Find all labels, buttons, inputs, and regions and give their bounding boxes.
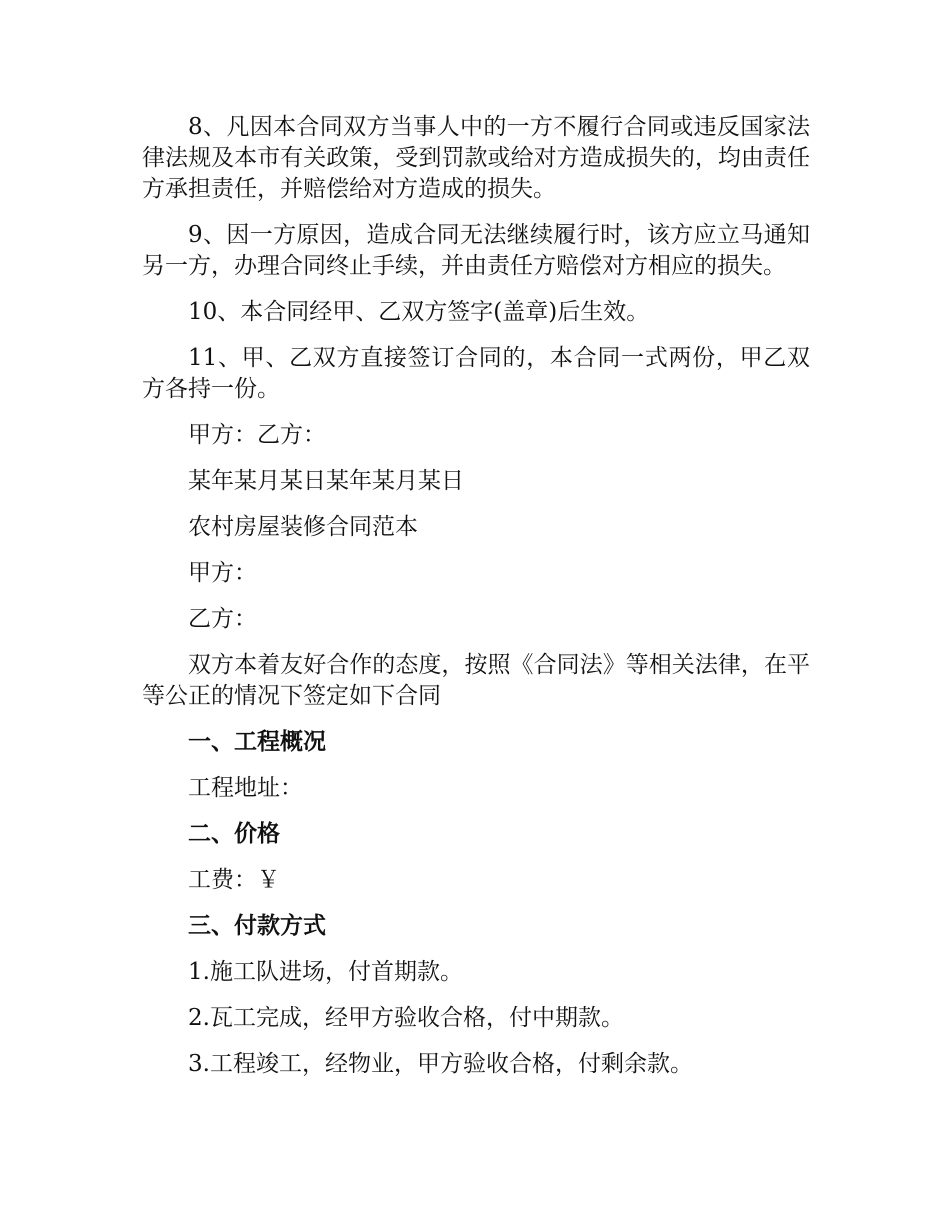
contract-title: 农村房屋装修合同范本 (188, 514, 418, 540)
clause-11: 11、甲、乙双方直接签订合同的，本合同一式两份，甲乙双方各持一份。 (142, 345, 810, 402)
clause-10: 10、本合同经甲、乙双方签字(盖章)后生效。 (188, 299, 650, 325)
clause-9: 9、因一方原因，造成合同无法继续履行时，该方应立马通知另一方，办理合同终止手续，并由责任方赔偿对方相应的损失。 (142, 222, 810, 279)
payment-item-2: 2.瓦工完成，经甲方验收合格，付中期款。 (188, 1005, 624, 1031)
party-a-label: 甲方： (188, 560, 257, 586)
section-heading-price: 二、价格 (188, 821, 280, 847)
preamble: 双方本着友好合作的态度，按照《合同法》等相关法律，在平等公正的情况下签定如下合同 (142, 652, 810, 709)
payment-item-1: 1.施工队进场，付首期款。 (188, 959, 463, 985)
payment-item-3: 3.工程竣工，经物业，甲方验收合格，付剩余款。 (188, 1051, 693, 1077)
section-heading-overview: 一、工程概况 (188, 729, 326, 755)
project-address: 工程地址： (188, 775, 303, 801)
document-page (142, 112, 810, 1095)
section-heading-payment: 三、付款方式 (188, 913, 326, 939)
signature-dates: 某年某月某日某年某月某日 (188, 468, 464, 494)
signature-parties: 甲方：乙方： (188, 422, 326, 448)
party-b-label: 乙方： (188, 606, 257, 632)
clause-8: 8、凡因本合同双方当事人中的一方不履行合同或违反国家法律法规及本市有关政策，受到罚款或给对方造成损失的，均由责任方承担责任，并赔偿给对方造成的损失。 (142, 114, 810, 202)
labor-fee: 工费：￥ (188, 867, 280, 893)
